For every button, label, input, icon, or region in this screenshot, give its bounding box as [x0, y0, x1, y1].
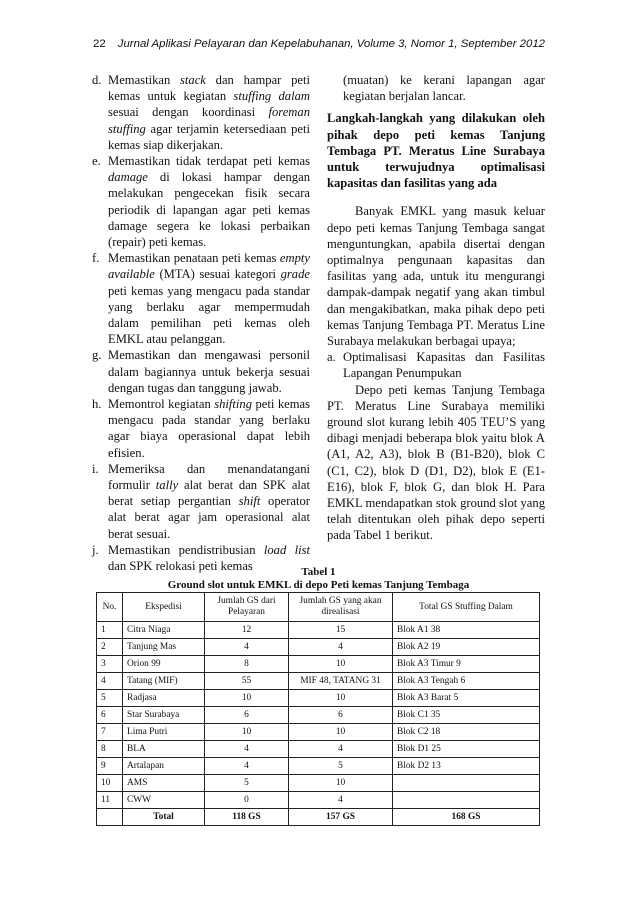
- list-item: [92, 250, 310, 347]
- table-row: [97, 758, 540, 775]
- table-cell: 4: [289, 741, 393, 758]
- table-cell: 4: [205, 741, 289, 758]
- ground-slot-table: [96, 592, 540, 826]
- table-cell: Orion 99: [123, 656, 205, 673]
- table-cell: Blok A1 38: [393, 622, 540, 639]
- list-item-label: g.: [92, 348, 102, 363]
- table-cell: 168 GS: [393, 809, 540, 826]
- list-item-text: alat berat dan SPK alat berat setiap pergantian: [108, 478, 310, 509]
- list-item-text: (MTA) sesuai kategori: [154, 267, 281, 282]
- table-cell: 10: [205, 690, 289, 707]
- italic-term: shifting: [214, 397, 253, 412]
- table-cell: 1: [97, 622, 123, 639]
- table-label: Tabel 1: [301, 566, 336, 578]
- body-paragraph: Banyak EMKL yang masuk keluar depo peti kemas Tanjung Tembaga sangat menguntungkan, apabila disertai dengan optimalnya pengunaan kapasitas dan fasilitas yang ada, untuk itu mengurangi dampak-dampak negatif yang akan timbul dan mengakibatkan, maka pihak depo peti kemas Tanjung Tembaga PT. Meratus Line Surabaya melakukan berbagai upaya;: [327, 204, 545, 349]
- table-row: [97, 690, 540, 707]
- continued-item-text: (muatan) ke kerani lapangan agar kegiatan berjalan lancar.: [343, 73, 545, 104]
- table-cell: 10: [205, 724, 289, 741]
- italic-term: tally: [155, 478, 179, 493]
- table-title: Ground slot untuk EMKL di depo Peti kemas Tanjung Tembaga: [167, 579, 470, 591]
- table-cell: 5: [205, 775, 289, 792]
- table-cell: Blok A3 Tengah 6: [393, 673, 540, 690]
- italic-term: load list: [263, 542, 310, 557]
- table-row: [97, 639, 540, 656]
- table-cell: 15: [289, 622, 393, 639]
- table-cell: 10: [97, 775, 123, 792]
- italic-term: empty available: [108, 251, 310, 282]
- list-item: [92, 396, 310, 461]
- table-cell: Blok D1 25: [393, 741, 540, 758]
- table-cell: Lima Putri: [123, 724, 205, 741]
- table-cell: 10: [289, 690, 393, 707]
- section-subheading: Langkah-langkah yang dilakukan oleh pihak depo peti kemas Tanjung Tembaga PT. Meratus Line Surabaya untuk terwujudnya optimalisasi kapasitas dan fasilitas yang ada: [327, 111, 545, 191]
- italic-term: stack: [180, 73, 206, 87]
- table-cell: 4: [97, 673, 123, 690]
- list-item-text: di lokasi hampar dengan melakukan pengecekan fisik secara periodik di lapangan agar peti kemas damage segera ke lokasi perbaikan (repair) peti kemas.: [108, 170, 310, 250]
- table-cell: 9: [97, 758, 123, 775]
- table-cell: Star Surabaya: [123, 707, 205, 724]
- list-item-label: f.: [92, 251, 100, 266]
- table-cell: 0: [205, 792, 289, 809]
- table-cell: 3: [97, 656, 123, 673]
- table-cell: 7: [97, 724, 123, 741]
- list-item-text: dan SPK relokasi peti kemas: [108, 559, 253, 574]
- list-item-text: Memastikan penataan peti kemas: [108, 251, 280, 266]
- italic-term: stuffing dalam: [233, 89, 310, 104]
- table-total-row: [97, 809, 540, 826]
- table-cell: 6: [289, 707, 393, 724]
- column-header: Jumlah GS yang akan direalisasi: [289, 593, 393, 622]
- table-row: [97, 656, 540, 673]
- list-item-text: Memastikan dan mengawasi personil dalam bagiannya untuk bekerja sesuai dengan tugas dan tanggung jawab.: [108, 348, 310, 395]
- table-row: [97, 741, 540, 758]
- table-cell: [393, 792, 540, 809]
- list-item: [92, 347, 310, 396]
- column-header: Ekspedisi: [123, 593, 205, 622]
- table-cell: 157 GS: [289, 809, 393, 826]
- body-paragraph: Depo peti kemas Tanjung Tembaga PT. Meratus Line Surabaya memiliki ground slot kurang lebih 405 TEU’S yang dibagi menjadi beberapa blok yaitu blok A (A1, A2, A3), blok B (B1-B20), blok C (C1, C2), blok D (D1, D2), blok E (E1-E16), blok F, blok G, dan blok H. Para EMKL mendapatkan stok ground slot yang telah ditentukan oleh pihak depo seperti pada Tabel 1 berikut.: [327, 382, 545, 543]
- right-column: [327, 72, 545, 544]
- table-cell: Radjasa: [123, 690, 205, 707]
- journal-title: Jurnal Aplikasi Pelayaran dan Kepelabuhanan, Volume 3, Nomor 1, September 2012: [117, 38, 545, 50]
- page-number: 22: [93, 38, 106, 50]
- list-item-text: Optimalisasi Kapasitas dan Fasilitas Lapangan Penumpukan: [343, 350, 545, 381]
- table-cell: Blok A3 Timur 9: [393, 656, 540, 673]
- table-cell: 2: [97, 639, 123, 656]
- table-row: [97, 707, 540, 724]
- table-caption: [92, 566, 545, 592]
- table-cell: Tanjung Mas: [123, 639, 205, 656]
- list-item-label: e.: [92, 154, 101, 169]
- italic-term: shift: [238, 494, 261, 509]
- table-cell: MIF 48, TATANG 31: [289, 673, 393, 690]
- list-item: [92, 153, 310, 250]
- table-cell: 4: [289, 792, 393, 809]
- list-item-text: Memontrol kegiatan: [108, 397, 215, 412]
- table-row: [97, 724, 540, 741]
- table-cell: 4: [205, 758, 289, 775]
- table-cell: Blok C1 35: [393, 707, 540, 724]
- italic-term: foreman stuffing: [108, 105, 310, 136]
- table-cell: Total: [123, 809, 205, 826]
- table-cell: 12: [205, 622, 289, 639]
- list-item: [92, 72, 310, 153]
- list-item: [327, 349, 545, 381]
- table-cell: Blok A2 19: [393, 639, 540, 656]
- italic-term: damage: [108, 170, 148, 185]
- list-item-label: a.: [327, 350, 336, 365]
- table-cell: 11: [97, 792, 123, 809]
- table-cell: CWW: [123, 792, 205, 809]
- table-cell: 8: [97, 741, 123, 758]
- table-cell: 5: [97, 690, 123, 707]
- list-item-label: i.: [92, 461, 99, 476]
- list-item-text: peti kemas mengacu pada standar yang berlaku agar biaya operasional dapat lebih efisien.: [108, 397, 310, 460]
- table-cell: 10: [289, 656, 393, 673]
- table-cell: 8: [205, 656, 289, 673]
- table-cell: 6: [97, 707, 123, 724]
- table-cell: Blok D2 13: [393, 758, 540, 775]
- left-column: [92, 72, 310, 574]
- table-cell: 55: [205, 673, 289, 690]
- table-cell: Tatang (MIF): [123, 673, 205, 690]
- table-row: [97, 622, 540, 639]
- table-cell: 4: [289, 639, 393, 656]
- column-header: No.: [97, 593, 123, 622]
- table-cell: BLA: [123, 741, 205, 758]
- list-item-text: dan hampar peti kemas untuk kegiatan: [108, 73, 310, 104]
- table-header-row: [97, 593, 540, 622]
- list-item-text: Memastikan tidak terdapat peti kemas: [108, 154, 310, 169]
- table-cell: 5: [289, 758, 393, 775]
- running-header: [93, 38, 545, 58]
- table-row: [97, 792, 540, 809]
- list-item-label: j.: [92, 542, 99, 557]
- list-item-text: Memastikan: [108, 73, 181, 87]
- table-cell: Blok A3 Barat 5: [393, 690, 540, 707]
- table-cell: AMS: [123, 775, 205, 792]
- table-row: [97, 673, 540, 690]
- table-cell: 10: [289, 775, 393, 792]
- table-row: [97, 775, 540, 792]
- list-item-text: peti kemas yang mengacu pada standar yang berlaku agar mempermudah dalam pemilihan peti kemas oleh EMKL atau pelanggan.: [108, 283, 310, 347]
- table-cell: Citra Niaga: [123, 622, 205, 639]
- list-item-text: agar terjamin ketersediaan peti kemas siap dikerjakan.: [108, 121, 310, 152]
- list-item-label: h.: [92, 397, 102, 412]
- column-header: Total GS Stuffing Dalam: [393, 593, 540, 622]
- list-item-text: Memastikan pendistribusian: [108, 542, 264, 557]
- column-header: Jumlah GS dari Pelayaran: [205, 593, 289, 622]
- list-item-text: Memeriksa dan menandatangani formulir: [108, 461, 310, 493]
- table-cell: 10: [289, 724, 393, 741]
- table-cell: [393, 775, 540, 792]
- list-item-text: operator alat berat agar jam operasional alat berat sesuai.: [108, 494, 310, 541]
- italic-term: grade: [280, 267, 310, 282]
- list-item-label: d.: [92, 73, 102, 87]
- table-cell: 4: [205, 639, 289, 656]
- table-cell: Artalapan: [123, 758, 205, 775]
- list-item-text: sesuai dengan koordinasi: [108, 105, 269, 120]
- table-cell: 6: [205, 707, 289, 724]
- table-cell: [97, 809, 123, 826]
- list-item: [92, 461, 310, 542]
- table-cell: Blok C2 18: [393, 724, 540, 741]
- table-cell: 118 GS: [205, 809, 289, 826]
